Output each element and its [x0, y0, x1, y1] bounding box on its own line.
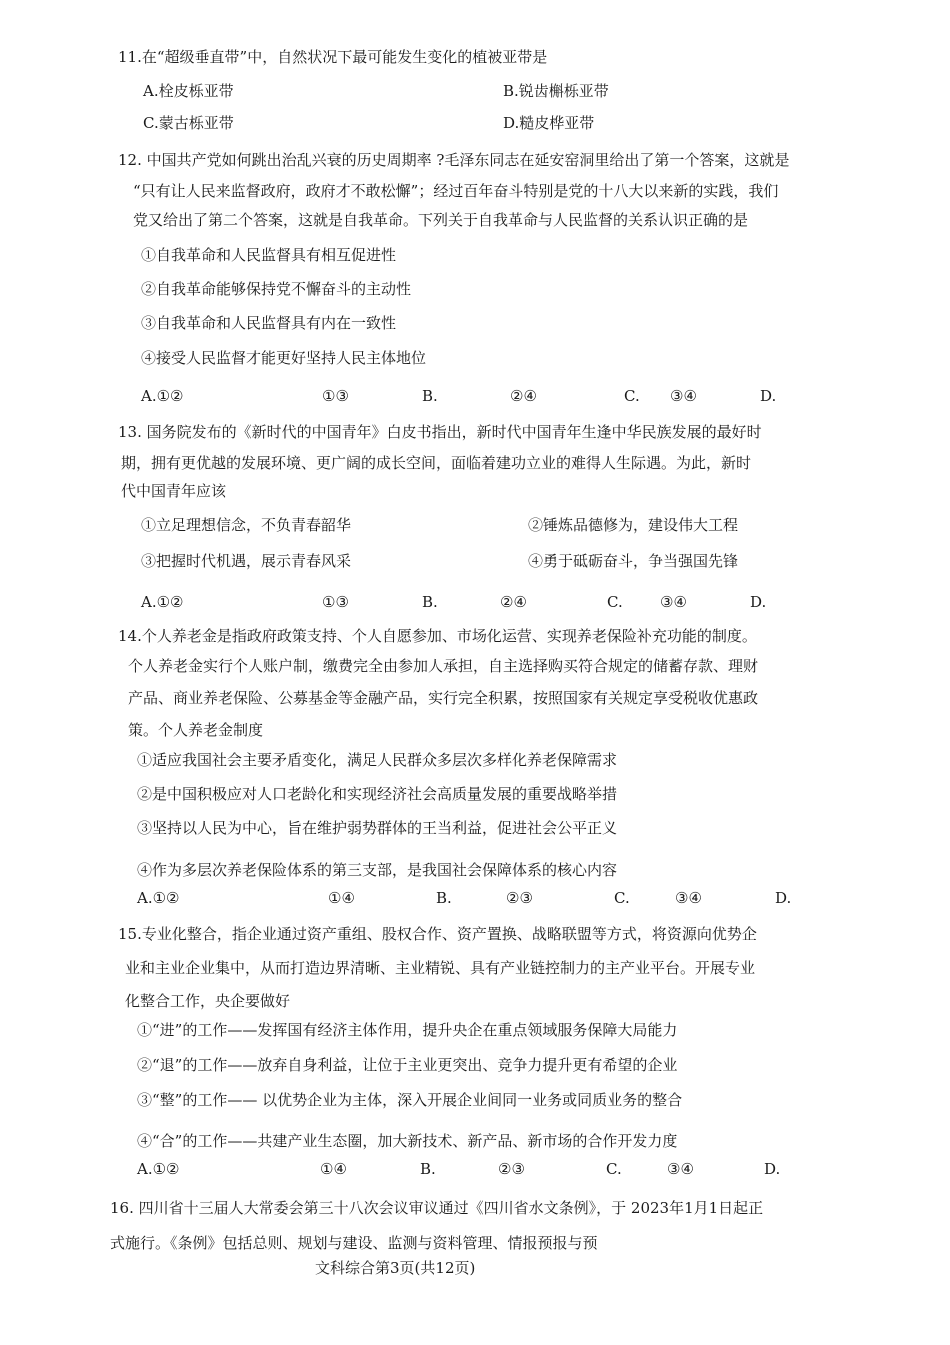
q14-answer-b: B. — [436, 889, 452, 907]
q15-answer-a-value: ①④ — [320, 1160, 347, 1178]
q11-option-b: B.锐齿槲栎亚带 — [503, 82, 609, 100]
q15-item-4: ④“合”的工作——共建产业生态圈，加大新技术、新产品、新市场的合作开发力度 — [137, 1132, 678, 1150]
q15-item-1: ①“进”的工作——发挥国有经济主体作用，提升央企在重点领域服务保障大局能力 — [137, 1021, 678, 1039]
q12-answer-b: B. — [422, 387, 438, 405]
q12-item-3: ③自我革命和人民监督具有内在一致性 — [141, 314, 397, 332]
q12-answer-a: A.①② — [141, 387, 184, 405]
q11-option-a: A.栓皮栎亚带 — [143, 82, 234, 100]
q14-stem-line1: 14.个人养老金是指政府政策支持、个人自愿参加、市场化运营、实现养老保险补充功能的制度。 — [118, 627, 757, 645]
q12-answer-d: D. — [760, 387, 777, 405]
page-footer: 文科综合第3页(共12页) — [315, 1259, 476, 1277]
q11-option-d: D.糙皮桦亚带 — [503, 114, 595, 132]
q13-answer-c: C. — [607, 593, 623, 611]
q15-answer-d: D. — [764, 1160, 781, 1178]
q13-item-3: ③把握时代机遇，展示青春风采 — [141, 552, 352, 570]
q12-item-1: ①自我革命和人民监督具有相互促进性 — [141, 246, 397, 264]
q14-answer-a-value: ①④ — [328, 889, 355, 907]
q16-stem-line1: 16. 四川省十三届人大常委会第三十八次会议审议通过《四川省水文条例》，于 2023年1月1日起正 — [110, 1199, 764, 1217]
q12-item-2: ②自我革命能够保持党不懈奋斗的主动性 — [141, 280, 412, 298]
q14-answer-d: D. — [775, 889, 792, 907]
q14-answer-a: A.①② — [137, 889, 180, 907]
q14-item-3: ③坚持以人民为中心，旨在维护弱势群体的王当利益，促进社会公平正义 — [137, 819, 618, 837]
q15-stem-line1: 15.专业化整合，指企业通过资产重组、股权合作、资产置换、战略联盟等方式，将资源向优势企 — [118, 925, 757, 943]
q14-item-4: ④作为多层次养老保险体系的第三支部，是我国社会保障体系的核心内容 — [137, 861, 618, 879]
q14-item-1: ①适应我国社会主要矛盾变化，满足人民群众多层次多样化养老保障需求 — [137, 751, 618, 769]
q14-stem-line4: 策。个人养老金制度 — [128, 721, 264, 739]
q15-answer-b: B. — [420, 1160, 436, 1178]
q14-item-2: ②是中国积极应对人口老龄化和实现经济社会高质量发展的重要战略举措 — [137, 785, 618, 803]
q12-answer-a-value: ①③ — [322, 387, 349, 405]
q13-stem-line3: 代中国青年应该 — [121, 482, 227, 500]
q13-item-1: ①立足理想信念，不负青春韶华 — [141, 516, 352, 534]
q14-answer-c: C. — [614, 889, 630, 907]
q13-answer-b-value: ②④ — [500, 593, 527, 611]
q13-answer-b: B. — [422, 593, 438, 611]
q16-stem-line2: 式施行。《条例》包括总则、规划与建设、监测与资料管理、情报预报与预 — [110, 1234, 598, 1252]
q13-answer-d: D. — [750, 593, 767, 611]
q15-stem-line3: 化整合工作，央企要做好 — [125, 992, 291, 1010]
q13-answer-a-value: ①③ — [322, 593, 349, 611]
q13-stem-line1: 13. 国务院发布的《新时代的中国青年》白皮书指出，新时代中国青年生逢中华民族发展的最好时 — [118, 423, 762, 441]
q12-stem-line3: 党又给出了第二个答案，这就是自我革命。下列关于自我革命与人民监督的关系认识正确的是 — [133, 211, 749, 229]
q12-answer-c: C. — [624, 387, 640, 405]
q12-answer-b-value: ②④ — [510, 387, 537, 405]
q15-item-3: ③“整”的工作—— 以优势企业为主体，深入开展企业间同一业务或同质业务的整合 — [137, 1091, 683, 1109]
q13-item-2: ②锤炼品德修为，建设伟大工程 — [528, 516, 739, 534]
q15-answer-a: A.①② — [137, 1160, 180, 1178]
q15-answer-b-value: ②③ — [498, 1160, 525, 1178]
q13-stem-line2: 期，拥有更优越的发展环境、更广阔的成长空间，面临着建功立业的难得人生际遇。为此，新时 — [121, 454, 752, 472]
q12-answer-c-value: ③④ — [670, 387, 697, 405]
q15-item-2: ②“退”的工作——放弃自身利益，让位于主业更突出、竞争力提升更有希望的企业 — [137, 1056, 678, 1074]
q14-answer-b-value: ②③ — [506, 889, 533, 907]
q14-stem-line2: 个人养老金实行个人账户制，缴费完全由参加人承担，自主选择购买符合规定的储蓄存款、理财 — [128, 657, 759, 675]
q12-item-4: ④接受人民监督才能更好坚持人民主体地位 — [141, 349, 427, 367]
q13-answer-a: A.①② — [141, 593, 184, 611]
q12-stem-line2: “只有让人民来监督政府，政府才不敢松懈”；经过百年奋斗特别是党的十八大以来新的实践，我们 — [133, 182, 779, 200]
q15-stem-line2: 业和主业企业集中，从而打造边界清晰、主业精锐、具有产业链控制力的主产业平台。开展专业 — [125, 959, 756, 977]
q14-stem-line3: 产品、商业养老保险、公募基金等金融产品，实行完全积累，按照国家有关规定享受税收优惠政 — [128, 689, 759, 707]
q11-option-c: C.蒙古栎亚带 — [143, 114, 234, 132]
q13-answer-c-value: ③④ — [660, 593, 687, 611]
q11-stem: 11.在“超级垂直带”中，自然状况下最可能发生变化的植被亚带是 — [118, 48, 548, 66]
q14-answer-c-value: ③④ — [675, 889, 702, 907]
q15-answer-c-value: ③④ — [667, 1160, 694, 1178]
q13-item-4: ④勇于砥砺奋斗，争当强国先锋 — [528, 552, 739, 570]
q12-stem-line1: 12. 中国共产党如何跳出治乱兴衰的历史周期率 ?毛泽东同志在延安窑洞里给出了第一个答案，这就是 — [118, 151, 790, 169]
q15-answer-c: C. — [606, 1160, 622, 1178]
